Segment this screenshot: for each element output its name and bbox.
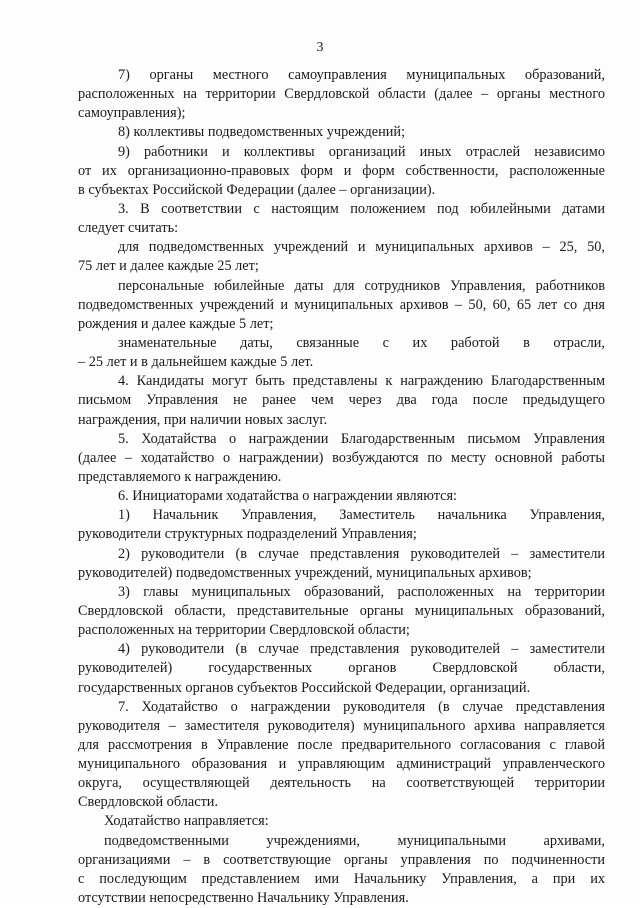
text-line: 4. Кандидаты могут быть представлены к награждению Благодарственным bbox=[118, 373, 605, 390]
text-line: отсутствии непосредственно Начальнику Управления. bbox=[78, 890, 409, 907]
text-line: руководителей) подведомственных учреждений, муниципальных архивов; bbox=[78, 564, 532, 581]
document-body bbox=[78, 66, 605, 908]
text-line: 75 лет и далее каждые 25 лет; bbox=[78, 258, 259, 275]
text-line: персональные юбилейные даты для сотрудников Управления, работников bbox=[118, 277, 605, 294]
text-line: Свердловской области, представительные органы муниципальных образований, bbox=[78, 602, 605, 619]
text-line: самоуправления); bbox=[78, 105, 186, 122]
text-line: для подведомственных учреждений и муниципальных архивов – 25, 50, bbox=[118, 239, 605, 256]
text-line: для рассмотрения в Управление после предварительного согласования с главой bbox=[78, 736, 605, 753]
text-line: представляемого к награждению. bbox=[78, 468, 282, 485]
text-line: руководителей) государственных органов Свердловской области, bbox=[78, 660, 605, 677]
text-line: 2) руководители (в случае представления руководителей – заместители bbox=[118, 545, 605, 562]
text-line: подведомственных учреждений и муниципальных архивов – 50, 60, 65 лет со дня bbox=[78, 296, 605, 313]
text-line: расположенных на территории Свердловской области (далее – органы местного bbox=[78, 86, 605, 103]
text-line: муниципального образования и управляющим администраций управленческого bbox=[78, 756, 605, 773]
text-line: подведомственными учреждениями, муниципальными архивами, bbox=[104, 832, 605, 849]
text-line: Ходатайство направляется: bbox=[104, 813, 269, 830]
text-line: 7) органы местного самоуправления муниципальных образований, bbox=[118, 67, 605, 83]
text-line: 5. Ходатайства о награждении Благодарственным письмом Управления bbox=[118, 430, 605, 447]
text-line: награждения, при наличии новых заслуг. bbox=[78, 411, 328, 428]
text-line: письмом Управления не ранее чем через два года после предыдущего bbox=[78, 392, 605, 409]
text-line: расположенных на территории Свердловской области; bbox=[78, 622, 410, 639]
text-line: округа, осуществляющей деятельность на соответствующей территории bbox=[78, 775, 605, 792]
text-line: руководители структурных подразделений Управления; bbox=[78, 526, 417, 543]
text-line: 8) коллективы подведомственных учреждений; bbox=[118, 124, 406, 141]
text-line: Свердловской области. bbox=[78, 794, 219, 811]
text-line: 9) работники и коллективы организаций иных отраслей независимо bbox=[118, 143, 605, 160]
text-line: рождения и далее каждые 5 лет; bbox=[78, 315, 274, 332]
text-line: с последующим представлением ими Начальнику Управления, а при их bbox=[78, 870, 605, 887]
text-line: 6. Инициаторами ходатайства о награждении являются: bbox=[118, 488, 458, 505]
text-line: государственных органов субъектов Российской Федерации, организаций. bbox=[78, 679, 531, 696]
text-line: – 25 лет и в дальнейшем каждые 5 лет. bbox=[78, 354, 314, 371]
page-number: 3 bbox=[316, 40, 324, 55]
text-line: 3. В соответствии с настоящим положением под юбилейными датами bbox=[118, 200, 605, 217]
text-line: организациями – в соответствующие органы управления по подчиненности bbox=[78, 851, 605, 868]
text-line: в субъектах Российской Федерации (далее – организации). bbox=[78, 181, 436, 198]
text-line: руководителя – заместителя руководителя) муниципального архива направляется bbox=[78, 717, 605, 734]
text-line: знаменательные даты, связанные с их работой в отрасли, bbox=[118, 334, 605, 351]
text-line: 7. Ходатайство о награждении руководителя (в случае представления bbox=[118, 698, 605, 715]
text-line: от их организационно-правовых форм и форм собственности, расположенные bbox=[78, 162, 605, 179]
text-line: 1) Начальник Управления, Заместитель начальника Управления, bbox=[118, 507, 605, 524]
text-line: (далее – ходатайство о награждении) возбуждаются по месту основной работы bbox=[78, 449, 605, 466]
text-line: 4) руководители (в случае представления руководителей – заместители bbox=[118, 641, 605, 658]
text-line: следует считать: bbox=[78, 220, 179, 237]
text-line: 3) главы муниципальных образований, расположенных на территории bbox=[118, 583, 605, 600]
